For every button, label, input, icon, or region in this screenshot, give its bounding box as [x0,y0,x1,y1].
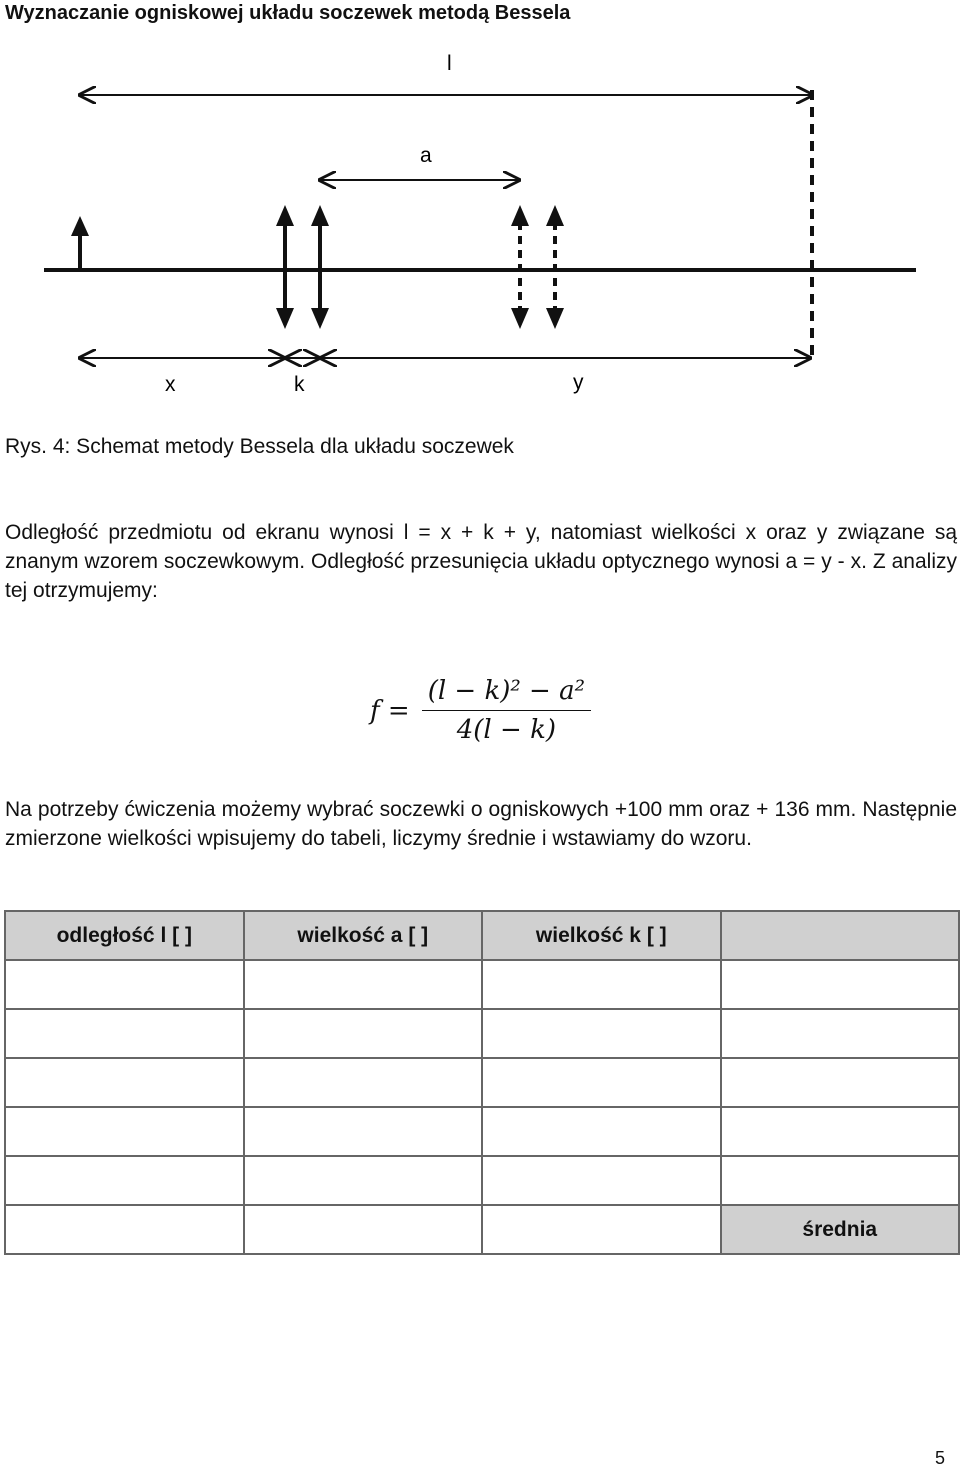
label-x: x [165,373,176,396]
table-header-row [5,911,959,960]
table-cell[interactable] [482,1107,721,1156]
table-cell[interactable] [482,1058,721,1107]
table-cell[interactable] [5,960,244,1009]
table-cell[interactable] [721,1156,959,1205]
page-title: Wyznaczanie ogniskowej układu soczewek metodą Bessela [5,2,571,24]
table-row [5,1009,959,1058]
mean-cell-l[interactable] [5,1205,244,1254]
table-cell[interactable] [244,1058,483,1107]
table-row [5,1058,959,1107]
table-row [5,960,959,1009]
table-cell[interactable] [244,960,483,1009]
label-l: l [447,52,452,75]
bessel-formula [370,676,591,745]
lens-1-dashed [511,205,529,329]
formula-denominator: 4(l − k) [456,715,556,745]
table-cell[interactable] [5,1107,244,1156]
table-cell[interactable] [721,1009,959,1058]
formula-fraction [422,676,591,745]
measurement-table [4,910,960,1255]
table-cell[interactable] [5,1009,244,1058]
table-cell[interactable] [5,1058,244,1107]
label-y: y [573,371,584,394]
lens-2-solid [311,205,329,329]
table-cell[interactable] [482,1156,721,1205]
table-cell[interactable] [244,1009,483,1058]
table-cell[interactable] [244,1156,483,1205]
table-mean-row [5,1205,959,1254]
header-value-k: wielkość k [ ] [482,911,721,960]
figure-caption: Rys. 4: Schemat metody Bessela dla układu soczewek [5,435,514,458]
table-cell[interactable] [244,1107,483,1156]
label-k: k [294,373,305,396]
table-row [5,1156,959,1205]
object-arrow-head [71,216,89,236]
mean-cell-a[interactable] [244,1205,483,1254]
lens-1-solid [276,205,294,329]
header-value-a: wielkość a [ ] [244,911,483,960]
page-number: 5 [935,1448,946,1468]
paragraph-2: Na potrzeby ćwiczenia możemy wybrać soczewki o ogniskowych +100 mm oraz + 136 mm. Następnie zmierzone wielkości wpisujemy do tabeli, liczymy średnie i wstawiamy do wzoru. [5,798,957,850]
table-cell[interactable] [5,1156,244,1205]
paragraph-1: Odległość przedmiotu od ekranu wynosi l = x + k + y, natomiast wielkości x oraz y związane są znanym wzorem soczewkowym. Odległość przesunięcia układu optycznego wynosi a = y - x. Z analizy tej otrzymujemy: [5,521,957,602]
formula-lhs: f = [370,695,410,726]
header-empty [721,911,959,960]
header-distance-l: odległość l [ ] [5,911,244,960]
label-a: a [420,144,432,167]
formula-numerator: (l − k)² − a² [422,676,591,711]
table-cell[interactable] [721,1058,959,1107]
table-cell[interactable] [721,960,959,1009]
table-cell[interactable] [482,960,721,1009]
mean-label: średnia [721,1205,959,1254]
lens-2-dashed [546,205,564,329]
mean-cell-k[interactable] [482,1205,721,1254]
table-cell[interactable] [721,1107,959,1156]
table-row [5,1107,959,1156]
bessela-diagram [0,40,960,400]
table-cell[interactable] [482,1009,721,1058]
